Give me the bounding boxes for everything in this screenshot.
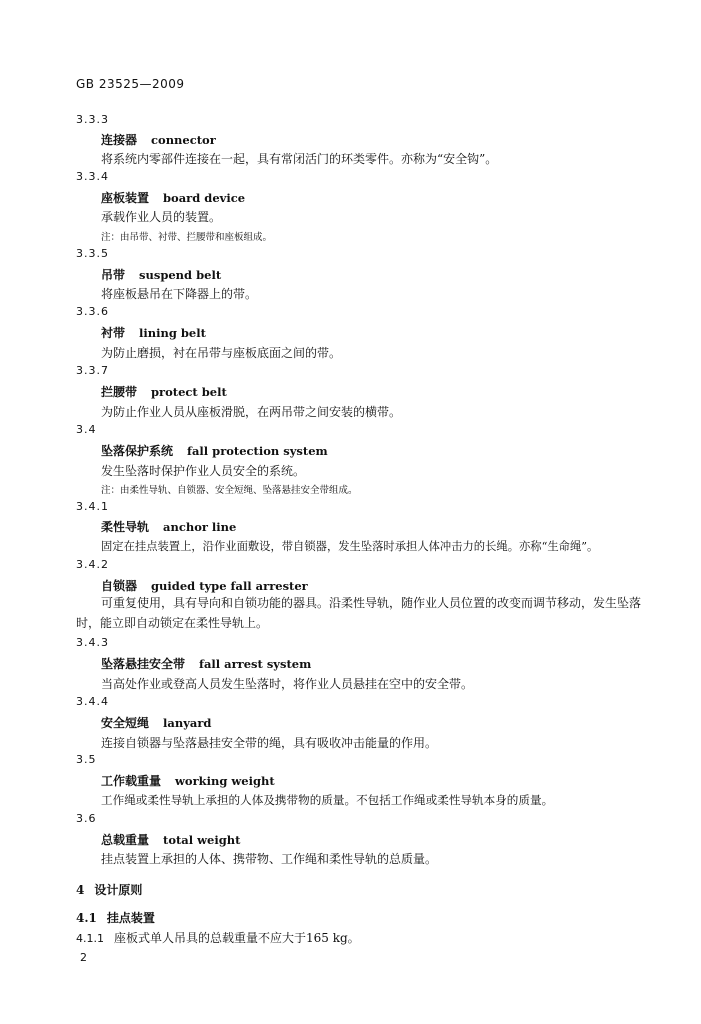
clause-number: 4.1.1 <box>76 932 104 945</box>
subsection-heading <box>76 909 155 926</box>
term-en: anchor line <box>163 520 237 534</box>
entry-number: 3.4.2 <box>76 558 109 571</box>
term-en: fall protection system <box>187 444 328 458</box>
term-note: 注：由吊带、衬带、拦腰带和座板组成。 <box>101 232 273 243</box>
term-definition: 发生坠落时保护作业人员安全的系统。 <box>101 464 306 478</box>
term-heading <box>101 131 216 148</box>
term-definition: 为防止作业人员从座板滑脱，在两吊带之间安装的横带。 <box>101 405 402 419</box>
entry-number: 3.4.1 <box>76 500 109 513</box>
term-zh: 总载重量 <box>101 833 150 847</box>
term-definition: 将座板悬吊在下降器上的带。 <box>101 287 258 301</box>
term-zh: 连接器 <box>101 133 138 147</box>
term-zh: 工作载重量 <box>101 774 162 788</box>
term-heading <box>101 383 227 400</box>
term-zh: 拦腰带 <box>101 385 138 399</box>
term-definition: 可重复使用，具有导向和自锁功能的器具。沿柔性导轨，随作业人员位置的改变而调节移动，发生坠落时，能立即自动锁定在柔性导轨上。 <box>76 596 642 630</box>
subsection-title: 挂点装置 <box>106 911 155 925</box>
term-definition: 连接自锁器与坠落悬挂安全带的绳，具有吸收冲击能量的作用。 <box>101 736 438 750</box>
chapter-title: 设计原则 <box>94 883 143 897</box>
term-heading <box>101 324 206 341</box>
term-zh: 柔性导轨 <box>101 520 150 534</box>
term-definition: 固定在挂点装置上，沿作业面敷设，带自锁器，发生坠落时承担人体冲击力的长绳。亦称“生命绳”。 <box>101 540 599 553</box>
term-zh: 吊带 <box>101 268 126 282</box>
term-zh: 座板装置 <box>101 191 150 205</box>
term-definition: 当高处作业或登高人员发生坠落时，将作业人员悬挂在空中的安全带。 <box>101 677 474 691</box>
standard-code-header: GB 23525—2009 <box>76 77 185 91</box>
entry-number: 3.5 <box>76 753 97 766</box>
term-en: total weight <box>163 833 241 847</box>
term-heading <box>101 442 328 459</box>
term-en: protect belt <box>151 385 227 399</box>
term-heading <box>101 831 240 848</box>
term-heading <box>101 189 245 206</box>
subsection-number: 4.1 <box>76 911 97 925</box>
entry-number: 3.4.4 <box>76 695 109 708</box>
term-zh: 安全短绳 <box>101 716 150 730</box>
term-en: lanyard <box>163 716 212 730</box>
entry-number: 3.4 <box>76 423 97 436</box>
term-heading <box>101 655 311 672</box>
term-definition: 承载作业人员的装置。 <box>101 210 222 224</box>
term-definition: 将系统内零部件连接在一起，具有常闭活门的环类零件。亦称为“安全钩”。 <box>101 152 498 166</box>
entry-number: 3.3.7 <box>76 364 109 377</box>
term-zh: 自锁器 <box>101 579 138 593</box>
entry-number: 3.6 <box>76 812 97 825</box>
term-en: board device <box>163 191 246 205</box>
term-definition: 为防止磨损，衬在吊带与座板底面之间的带。 <box>101 346 342 360</box>
term-en: suspend belt <box>139 268 222 282</box>
entry-number: 3.3.4 <box>76 170 109 183</box>
term-en: lining belt <box>139 326 206 340</box>
term-definition: 工作绳或柔性导轨上承担的人体及携带物的质量。不包括工作绳或柔性导轨本身的质量。 <box>101 793 554 807</box>
term-heading <box>101 266 221 283</box>
clause-text: 座板式单人吊具的总载重量不应大于165 kg。 <box>114 931 360 945</box>
term-heading <box>101 577 308 594</box>
term-en: fall arrest system <box>199 657 312 671</box>
term-zh: 坠落悬挂安全带 <box>101 657 186 671</box>
term-definition: 挂点装置上承担的人体、携带物、工作绳和柔性导轨的总质量。 <box>101 852 438 866</box>
term-heading <box>101 714 211 731</box>
term-heading <box>101 518 236 535</box>
chapter-number: 4 <box>76 883 85 897</box>
term-zh: 坠落保护系统 <box>101 444 174 458</box>
term-en: guided type fall arrester <box>151 579 308 593</box>
clause <box>76 929 360 946</box>
term-en: connector <box>151 133 216 147</box>
page-number: 2 <box>80 951 87 964</box>
entry-number: 3.4.3 <box>76 636 109 649</box>
entry-number: 3.3.5 <box>76 247 109 260</box>
chapter-heading <box>76 881 142 898</box>
term-zh: 衬带 <box>101 326 126 340</box>
term-heading <box>101 772 275 789</box>
term-note: 注：由柔性导轨、自锁器、安全短绳、坠落悬挂安全带组成。 <box>101 485 358 496</box>
entry-number: 3.3.6 <box>76 305 109 318</box>
entry-number: 3.3.3 <box>76 113 109 126</box>
term-en: working weight <box>175 774 275 788</box>
